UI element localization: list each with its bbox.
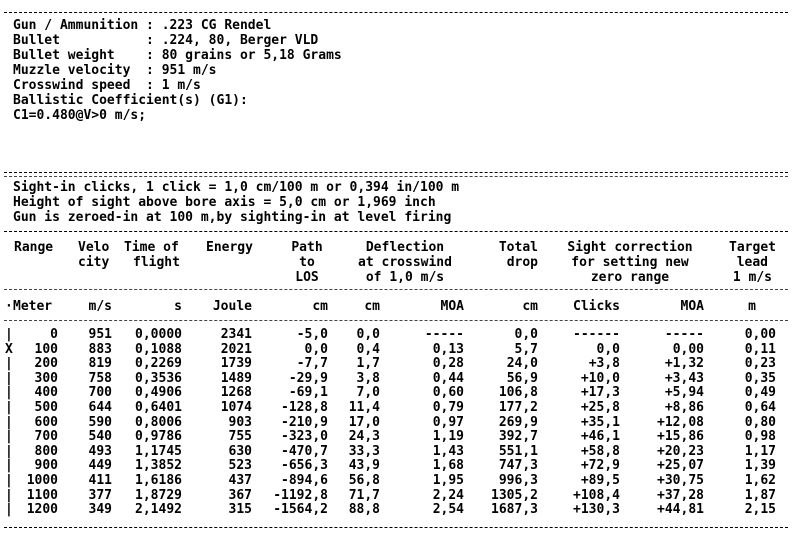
cell-deflection-cm: 17,0 xyxy=(348,414,380,430)
cell-velocity: 883 xyxy=(88,341,112,357)
cell-velocity: 644 xyxy=(88,400,112,415)
cell-moa: +37,28 xyxy=(657,487,704,503)
cell-time: 0,6401 xyxy=(135,400,182,415)
header-velo-1: Velo xyxy=(78,240,110,255)
cell-path: -656,3 xyxy=(281,458,328,474)
header-velo-2: city xyxy=(78,255,110,270)
cell-lead: 1,17 xyxy=(744,443,776,459)
cell-lead: 0,98 xyxy=(744,429,776,445)
cell-energy: 523 xyxy=(228,458,252,474)
cell-range: 1200 xyxy=(26,502,58,518)
cell-velocity: 951 xyxy=(88,327,112,342)
cell-time: 2,1492 xyxy=(135,502,182,518)
cell-path: -323,0 xyxy=(281,429,328,445)
row-marker: X xyxy=(5,341,13,357)
table-row xyxy=(0,502,805,517)
cell-moa: +3,43 xyxy=(664,370,704,386)
cell-drop: 24,0 xyxy=(506,356,538,372)
cell-range: 600 xyxy=(34,414,58,430)
row-marker: | xyxy=(5,370,13,386)
cell-moa: ----- xyxy=(664,327,704,342)
cell-lead: 0,64 xyxy=(744,400,776,415)
header-lead-3: 1 m/s xyxy=(732,270,772,285)
header-time-1: Time of xyxy=(124,240,179,255)
table-row xyxy=(0,371,805,386)
cell-lead: 0,80 xyxy=(744,414,776,430)
cell-deflection-moa: 0,79 xyxy=(432,400,464,415)
cell-moa: +15,86 xyxy=(657,429,704,445)
cell-moa: +20,23 xyxy=(657,443,704,459)
cell-range: 700 xyxy=(34,429,58,445)
table-row xyxy=(0,327,805,342)
cell-lead: 0,49 xyxy=(744,385,776,401)
cell-velocity: 819 xyxy=(88,356,112,372)
cell-range: 300 xyxy=(34,370,58,386)
cell-range: 1100 xyxy=(26,487,58,503)
cell-moa: +44,81 xyxy=(657,502,704,518)
cell-energy: 367 xyxy=(228,487,252,503)
unit-clicks: Clicks xyxy=(573,299,620,314)
cell-drop: 996,3 xyxy=(498,473,538,488)
cell-deflection-moa: 1,43 xyxy=(432,443,464,459)
cell-moa: +1,32 xyxy=(664,356,704,372)
cell-time: 1,6186 xyxy=(135,473,182,488)
row-marker: | xyxy=(5,473,13,488)
row-marker: | xyxy=(5,356,13,372)
cell-clicks: ------ xyxy=(573,327,620,342)
cell-drop: 56,9 xyxy=(506,370,538,386)
cell-velocity: 540 xyxy=(88,429,112,445)
cell-clicks: +108,4 xyxy=(573,487,620,503)
row-marker: | xyxy=(5,487,13,503)
unit-path: cm xyxy=(312,299,328,314)
cell-deflection-moa: 1,68 xyxy=(432,458,464,474)
cell-time: 1,1745 xyxy=(135,443,182,459)
cell-lead: 1,62 xyxy=(744,473,776,488)
info-line-muzzle-velocity: Muzzle velocity : 951 m/s xyxy=(13,63,217,78)
cell-time: 1,3852 xyxy=(135,458,182,474)
cell-path: 0,0 xyxy=(304,341,328,357)
header-drop-2: drop xyxy=(506,255,538,270)
cell-time: 0,9786 xyxy=(135,429,182,445)
cell-time: 0,3536 xyxy=(135,370,182,386)
row-marker: | xyxy=(5,400,13,415)
cell-energy: 437 xyxy=(228,473,252,488)
cell-deflection-moa: 1,19 xyxy=(432,429,464,445)
cell-drop: 106,8 xyxy=(498,385,538,401)
cell-clicks: +72,9 xyxy=(580,458,620,474)
table-row xyxy=(0,400,805,415)
cell-range: 800 xyxy=(34,443,58,459)
cell-path: -128,8 xyxy=(281,400,328,415)
row-marker: | xyxy=(5,385,13,401)
cell-range: 200 xyxy=(34,356,58,372)
cell-range: 500 xyxy=(34,400,58,415)
info-line-bc: Ballistic Coefficient(s) (G1): xyxy=(13,93,248,108)
cell-energy: 2341 xyxy=(220,327,252,342)
cell-velocity: 349 xyxy=(88,502,112,518)
cell-deflection-moa: 1,95 xyxy=(432,473,464,488)
cell-path: -29,9 xyxy=(288,370,328,386)
cell-path: -894,6 xyxy=(281,473,328,488)
info-line-crosswind: Crosswind speed : 1 m/s xyxy=(13,78,201,93)
cell-lead: 0,35 xyxy=(744,370,776,386)
table-row xyxy=(0,488,805,503)
table-row xyxy=(0,342,805,357)
cell-lead: 1,39 xyxy=(744,458,776,474)
info-line-gun: Gun / Ammunition : .223 CG Rendel xyxy=(13,18,272,33)
cell-drop: 5,7 xyxy=(514,341,538,357)
cell-deflection-moa: 2,54 xyxy=(432,502,464,518)
header-lead-1: Target xyxy=(729,240,776,255)
cell-energy: 1739 xyxy=(220,356,252,372)
cell-deflection-cm: 0,0 xyxy=(356,327,380,342)
info-line-bullet: Bullet : .224, 80, Berger VLD xyxy=(13,33,319,48)
cell-range: 900 xyxy=(34,458,58,474)
header-path-3: LOS xyxy=(295,270,319,285)
header-deflection-2: at crosswind xyxy=(358,255,452,270)
header-range: Range xyxy=(14,240,54,255)
cell-deflection-cm: 7,0 xyxy=(356,385,380,401)
cell-energy: 903 xyxy=(228,414,252,430)
cell-deflection-cm: 71,7 xyxy=(348,487,380,503)
cell-drop: 551,1 xyxy=(498,443,538,459)
header-path-1: Path xyxy=(291,240,323,255)
cell-drop: 1687,3 xyxy=(491,502,538,518)
table-row xyxy=(0,429,805,444)
header-path-2: to xyxy=(299,255,315,270)
table-row xyxy=(0,356,805,371)
cell-moa: +12,08 xyxy=(657,414,704,430)
cell-moa: +25,07 xyxy=(657,458,704,474)
cell-clicks: +10,0 xyxy=(580,370,620,386)
cell-deflection-moa: 0,60 xyxy=(432,385,464,401)
cell-velocity: 377 xyxy=(88,487,112,503)
unit-range: Meter xyxy=(13,299,53,314)
cell-deflection-cm: 24,3 xyxy=(348,429,380,445)
cell-lead: 0,00 xyxy=(744,327,776,342)
cell-deflection-moa: 0,44 xyxy=(432,370,464,386)
table-row xyxy=(0,385,805,400)
cell-path: -1192,8 xyxy=(273,487,328,503)
cell-path: -210,9 xyxy=(281,414,328,430)
cell-deflection-cm: 56,8 xyxy=(348,473,380,488)
cell-energy: 1489 xyxy=(220,370,252,386)
cell-velocity: 411 xyxy=(88,473,112,488)
cell-time: 1,8729 xyxy=(135,487,182,503)
cell-energy: 630 xyxy=(228,443,252,459)
cell-deflection-cm: 3,8 xyxy=(356,370,380,386)
row-marker: | xyxy=(5,327,13,342)
header-time-2: flight xyxy=(133,255,180,270)
separator-sightin-bottom xyxy=(4,231,788,232)
cell-clicks: +46,1 xyxy=(580,429,620,445)
cell-energy: 1074 xyxy=(220,400,252,415)
cell-lead: 0,11 xyxy=(744,341,776,357)
info-line-c1: C1=0.480@V>0 m/s; xyxy=(13,108,147,123)
header-sight-3: zero range xyxy=(590,270,670,285)
unit-time: s xyxy=(174,299,182,314)
cell-deflection-cm: 88,8 xyxy=(348,502,380,518)
cell-energy: 315 xyxy=(228,502,252,518)
header-sight-2: for setting new xyxy=(571,255,689,270)
sightin-line-height: Height of sight above bore axis = 5,0 cm or 1,969 inch xyxy=(13,195,436,210)
separator-units-bottom xyxy=(4,320,788,321)
cell-clicks: +3,8 xyxy=(588,356,620,372)
cell-deflection-cm: 0,4 xyxy=(356,341,380,357)
separator-bottom xyxy=(4,527,788,528)
cell-moa: +8,86 xyxy=(664,400,704,415)
unit-velo: m/s xyxy=(88,299,112,314)
row-marker: | xyxy=(5,429,13,445)
cell-drop: 0,0 xyxy=(514,327,538,342)
cell-velocity: 758 xyxy=(88,370,112,386)
header-lead-2: lead xyxy=(736,255,768,270)
unit-deflection-cm: cm xyxy=(364,299,380,314)
cell-time: 0,2269 xyxy=(135,356,182,372)
unit-deflection-moa: MOA xyxy=(440,299,464,314)
cell-range: 400 xyxy=(34,385,58,401)
cell-deflection-cm: 1,7 xyxy=(356,356,380,372)
cell-path: -1564,2 xyxy=(273,502,328,518)
table-row xyxy=(0,473,805,488)
cell-clicks: +17,3 xyxy=(580,385,620,401)
cell-deflection-cm: 33,3 xyxy=(348,443,380,459)
cell-deflection-moa: 0,28 xyxy=(432,356,464,372)
row-marker: | xyxy=(5,502,13,518)
cell-path: -7,7 xyxy=(296,356,328,372)
cell-deflection-moa: ----- xyxy=(424,327,464,342)
table-row xyxy=(0,458,805,473)
cell-moa: +30,75 xyxy=(657,473,704,488)
cell-drop: 747,3 xyxy=(498,458,538,474)
cell-velocity: 590 xyxy=(88,414,112,430)
cell-range: 100 xyxy=(34,341,58,357)
cell-velocity: 700 xyxy=(88,385,112,401)
cell-time: 0,1088 xyxy=(135,341,182,357)
header-sight-1: Sight correction xyxy=(567,240,693,255)
header-deflection-3: of 1,0 m/s xyxy=(365,270,445,285)
cell-drop: 1305,2 xyxy=(491,487,538,503)
cell-drop: 177,2 xyxy=(498,400,538,415)
cell-velocity: 493 xyxy=(88,443,112,459)
unit-range-mark: · xyxy=(5,299,13,314)
unit-drop: cm xyxy=(522,299,538,314)
cell-energy: 755 xyxy=(228,429,252,445)
cell-clicks: +25,8 xyxy=(580,400,620,415)
cell-path: -470,7 xyxy=(281,443,328,459)
cell-deflection-cm: 43,9 xyxy=(348,458,380,474)
cell-moa: 0,00 xyxy=(672,341,704,357)
table-row xyxy=(0,444,805,459)
sightin-line-clicks: Sight-in clicks, 1 click = 1,0 cm/100 m or 0,394 in/100 m xyxy=(13,180,460,195)
separator-info-bottom-2 xyxy=(4,176,788,177)
header-energy: Energy xyxy=(206,240,253,255)
table-row xyxy=(0,415,805,430)
cell-deflection-moa: 0,13 xyxy=(432,341,464,357)
row-marker: | xyxy=(5,458,13,474)
cell-range: 1000 xyxy=(26,473,58,488)
row-marker: | xyxy=(5,414,13,430)
cell-time: 0,8006 xyxy=(135,414,182,430)
cell-deflection-moa: 2,24 xyxy=(432,487,464,503)
cell-velocity: 449 xyxy=(88,458,112,474)
header-drop-1: Total xyxy=(498,240,538,255)
header-deflection-1: Deflection xyxy=(365,240,445,255)
cell-clicks: +58,8 xyxy=(580,443,620,459)
cell-energy: 2021 xyxy=(220,341,252,357)
cell-clicks: +89,5 xyxy=(580,473,620,488)
cell-lead: 0,23 xyxy=(744,356,776,372)
cell-lead: 1,87 xyxy=(744,487,776,503)
cell-time: 0,0000 xyxy=(135,327,182,342)
separator-header-bottom xyxy=(4,289,788,290)
cell-energy: 1268 xyxy=(220,385,252,401)
cell-drop: 392,7 xyxy=(498,429,538,445)
separator-top xyxy=(4,12,788,13)
row-marker: | xyxy=(5,443,13,459)
cell-moa: +5,94 xyxy=(664,385,704,401)
unit-lead: m xyxy=(748,299,756,314)
separator-info-bottom xyxy=(4,172,788,173)
cell-clicks: +130,3 xyxy=(573,502,620,518)
cell-drop: 269,9 xyxy=(498,414,538,430)
cell-deflection-moa: 0,97 xyxy=(432,414,464,430)
cell-path: -5,0 xyxy=(296,327,328,342)
info-line-bullet-weight: Bullet weight : 80 grains or 5,18 Grams xyxy=(13,48,342,63)
unit-energy: Joule xyxy=(212,299,252,314)
cell-range: 0 xyxy=(50,327,58,342)
cell-lead: 2,15 xyxy=(744,502,776,518)
cell-time: 0,4906 xyxy=(135,385,182,401)
cell-clicks: 0,0 xyxy=(596,341,620,357)
cell-path: -69,1 xyxy=(288,385,328,401)
sightin-line-zero: Gun is zeroed-in at 100 m,by sighting-in at level firing xyxy=(13,210,452,225)
cell-clicks: +35,1 xyxy=(580,414,620,430)
cell-deflection-cm: 11,4 xyxy=(348,400,380,415)
unit-moa: MOA xyxy=(680,299,704,314)
